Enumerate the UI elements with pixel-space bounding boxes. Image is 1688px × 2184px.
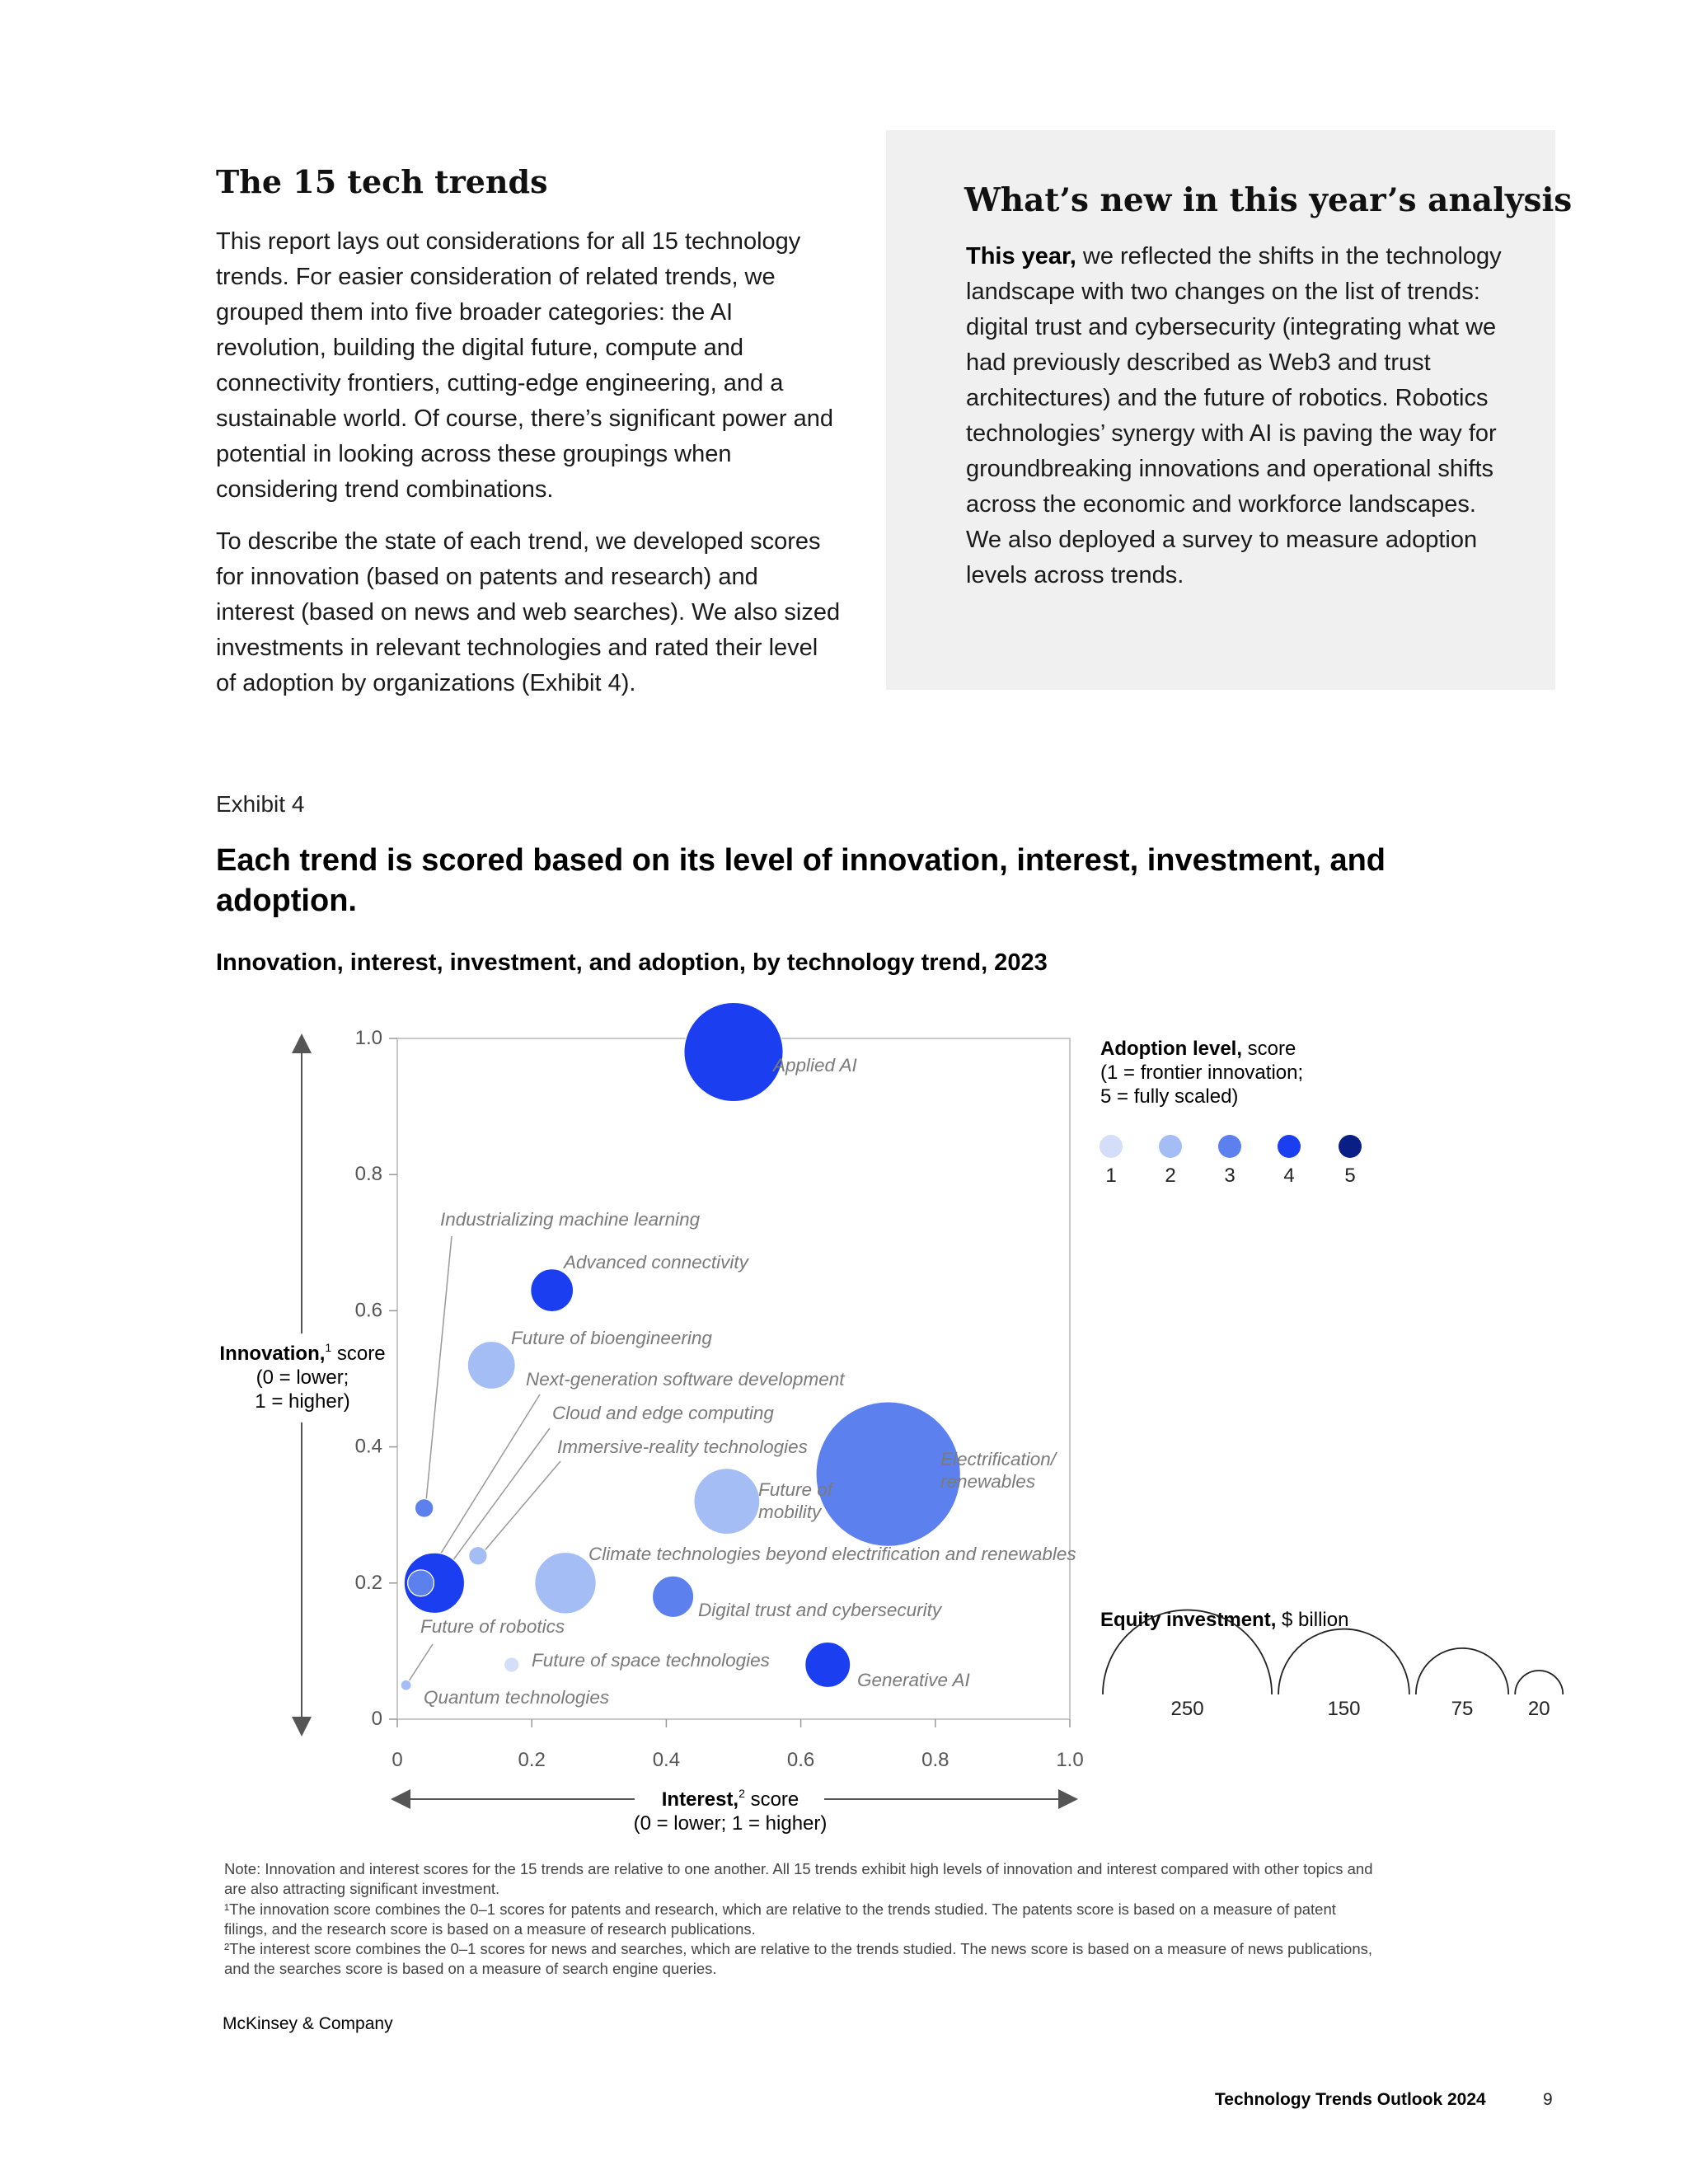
bubble-label: Advanced connectivity: [564, 1252, 748, 1272]
bubble-climate-technologies-beyond-electrification-and-renewables: [535, 1553, 597, 1615]
investment-scale-label: 75: [1451, 1698, 1474, 1720]
bubble-label: Applied AI: [773, 1055, 857, 1076]
x-tick-label: 0.8: [921, 1749, 950, 1771]
adoption-swatch-3: [1218, 1135, 1241, 1158]
bubble-label: Quantum technologies: [424, 1687, 610, 1708]
adoption-level-label: 2: [1165, 1165, 1176, 1187]
adoption-swatch-1: [1100, 1135, 1123, 1158]
intro-paragraph-1: This report lays out considerations for all 15 technology trends. For easier consideration of related trends, we grouped them into five broader categories: the AI revolution, building the digital future, compute and connectivity frontiers, cutting-edge engineering, and a sustainable world. Of course, there’s significant power and potential in looking across these groupings when considering trend combinations.: [216, 228, 834, 503]
whats-new-title: What’s new in this year’s analysis: [964, 181, 1573, 219]
y-axis-label: Innovation,$^1$ score: [219, 1341, 386, 1365]
y-tick-label: 0.8: [354, 1163, 382, 1186]
bubble-advanced-connectivity: [531, 1269, 574, 1312]
page-number: 9: [1543, 2090, 1553, 2109]
bubble-generative-ai: [805, 1642, 851, 1687]
investment-scale-arc: [1416, 1648, 1508, 1694]
adoption-legend-line2: (1 = frontier innovation;: [1100, 1062, 1304, 1084]
x-tick-label: 1.0: [1056, 1749, 1084, 1771]
bubble-label: Climate technologies beyond electrification and renewables: [588, 1544, 1076, 1564]
y-axis-label-line2: (0 = lower;: [256, 1366, 349, 1389]
leader-robotics-quantum: [406, 1644, 433, 1686]
bubble-quantum-technologies: [401, 1680, 411, 1690]
bubble-label: Future of robotics: [420, 1616, 565, 1637]
adoption-swatch-5: [1339, 1135, 1362, 1158]
bubble-applied-ai: [684, 1002, 783, 1101]
bubble-industrializing-machine-learning: [415, 1499, 433, 1517]
bubble-future-of-bioengineering: [467, 1341, 515, 1389]
x-tick-label: 0.4: [652, 1749, 681, 1771]
bubble-future-of-robotics: [408, 1570, 434, 1596]
bubble-label: Electrification/ renewables: [940, 1449, 1057, 1492]
y-axis-label-line3: 1 = higher): [255, 1390, 350, 1413]
leader-cloud-edge: [437, 1428, 550, 1582]
bubble-immersive-reality-technologies: [469, 1547, 487, 1565]
bubble-label: Immersive-reality technologies: [557, 1436, 808, 1457]
investment-scale-arc: [1515, 1671, 1563, 1694]
x-tick-label: 0: [392, 1749, 403, 1771]
adoption-level-label: 1: [1105, 1165, 1117, 1187]
x-tick-label: 0.6: [786, 1749, 815, 1771]
bubble-label: Industrializing machine learning: [440, 1209, 701, 1230]
bubble-label: Future of mobility: [758, 1479, 833, 1522]
report-title: Technology Trends Outlook 2024: [1215, 2090, 1486, 2109]
x-axis-label-line2: (0 = lower; 1 = higher): [633, 1812, 828, 1835]
leader-immersive-reality: [482, 1461, 560, 1554]
adoption-swatch-2: [1159, 1135, 1182, 1158]
exhibit-title: Each trend is scored based on its level of innovation, interest, investment, and adoption.: [216, 843, 1386, 918]
bubble-future-of-mobility: [694, 1469, 760, 1535]
adoption-level-label: 5: [1344, 1165, 1356, 1187]
x-axis-ticks: [392, 1719, 1083, 1771]
footnote-2: ²The interest score combines the 0–1 scores for news and searches, which are relative to the trends studied. The news score is based on a measure of news publications, and the searches score is based on a measure of search engine queries.: [224, 1940, 1373, 1977]
whats-new-text: we reflected the shifts in the technology landscape with two changes on the list of trends: digital trust and cybersecurity (integrating what we had previously described as Web3 and trust architectures) and the future of robotics. Robotics technologies’ synergy with AI is paving the way for groundbreaking innovations and operational shifts across the economic and workforce landscapes. We also deployed a survey to measure adoption levels across trends.: [966, 243, 1502, 588]
bubble-label: Digital trust and cybersecurity: [698, 1600, 942, 1620]
bubble-label: Future of bioengineering: [511, 1328, 712, 1348]
intro-title: The 15 tech trends: [216, 163, 548, 200]
adoption-level-label: 4: [1283, 1165, 1295, 1187]
investment-scale-arc: [1278, 1629, 1409, 1694]
x-axis-label: Interest,$^2$ score: [661, 1787, 799, 1811]
bubble-electrification-renewables: [816, 1402, 960, 1546]
investment-legend-title: Equity investment, $ billion: [1100, 1609, 1349, 1631]
bubble-label: Future of space technologies: [532, 1650, 770, 1671]
bubble-label: Generative AI: [857, 1670, 970, 1690]
bubble-labels: [420, 1055, 1076, 1708]
y-tick-label: 0.2: [354, 1571, 382, 1594]
exhibit-subtitle: Innovation, interest, investment, and adoption, by technology trend, 2023: [216, 949, 1048, 976]
adoption-legend: [1100, 1135, 1362, 1187]
leader-industrializing-ml: [425, 1236, 452, 1510]
investment-scale-label: 250: [1170, 1698, 1204, 1720]
y-tick-label: 0.4: [354, 1435, 382, 1458]
adoption-swatch-4: [1278, 1135, 1301, 1158]
bubble-chart: [0, 989, 1688, 1854]
whats-new-body: [966, 239, 1502, 593]
intro-paragraph-2: To describe the state of each trend, we developed scores for innovation (based on patents and research) and interest (based on news and web searches). We also sized investments in relevant technologies and rated their level of adoption by organizations (Exhibit 4).: [216, 528, 841, 696]
adoption-level-label: 3: [1224, 1165, 1236, 1187]
investment-scale-label: 150: [1327, 1698, 1361, 1720]
exhibit-label: Exhibit 4: [216, 791, 305, 817]
adoption-legend-title: Adoption level, score: [1100, 1038, 1296, 1060]
y-tick-label: 0.6: [354, 1299, 382, 1322]
investment-scale-label: 20: [1527, 1698, 1550, 1720]
footnote-1: ¹The innovation score combines the 0–1 scores for patents and research, which are relative to the trends studied. The patents score is based on a measure of patent filings, and the research score is based on a measure of research publications.: [224, 1900, 1336, 1938]
bubble-label: Next-generation software development: [526, 1369, 845, 1390]
y-tick-label: 0: [371, 1708, 382, 1730]
adoption-legend-line3: 5 = fully scaled): [1100, 1085, 1239, 1108]
bubble-label: Cloud and edge computing: [552, 1403, 774, 1423]
note-text: Note: Innovation and interest scores for the 15 trends are relative to one another. All 15 trends exhibit high levels of innovation and interest compared with other topics and are also attracting significant investment.: [224, 1860, 1373, 1897]
y-tick-label: 1.0: [354, 1027, 382, 1049]
bubble-digital-trust-and-cybersecurity: [652, 1576, 693, 1617]
brand-name: McKinsey & Company: [223, 2014, 393, 2033]
bubble-future-of-space-technologies: [504, 1657, 519, 1672]
x-tick-label: 0.2: [518, 1749, 546, 1771]
whats-new-lead: This year,: [966, 243, 1076, 269]
